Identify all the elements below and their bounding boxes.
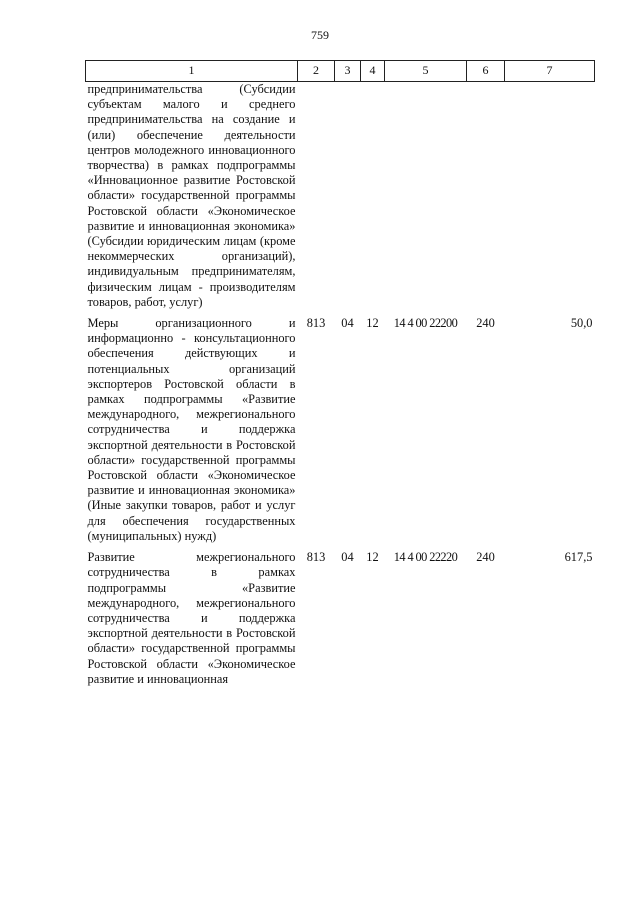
row-subsection-code: 12	[366, 550, 379, 565]
column-header-2: 2	[298, 61, 335, 82]
row-expense-type: 240	[476, 316, 495, 331]
row-target-article	[385, 82, 467, 317]
column-header-7: 7	[505, 61, 595, 82]
row-ministry-code	[298, 82, 335, 317]
table-row	[86, 550, 595, 693]
row-section-code: 04	[341, 316, 354, 331]
header-row	[86, 61, 595, 82]
row-amount	[505, 82, 595, 317]
row-expense-type: 240	[476, 550, 495, 565]
row-target-article: 14 4 00 22220	[393, 550, 458, 565]
column-header-4: 4	[361, 61, 385, 82]
column-header-6: 6	[467, 61, 505, 82]
row-description: предпринимательства (Субсидии субъектам малого и среднего предпринимательства на создание и (или) обеспечение деятельности центров молодежного инновационного творчества) в рамках подпрограммы «Инновационное развитие Ростовской области» государственной программы Ростовской области «Экономическое развитие и инновационная экономика» (Субсидии юридическим лицам (кроме некоммерческих организаций), индивидуальным предпринимателям, физическим лицам - производителям товаров, работ, услуг)	[87, 82, 296, 309]
row-ministry-code: 813	[306, 316, 326, 331]
page-number: 759	[311, 28, 329, 42]
column-header-5: 5	[385, 61, 467, 82]
row-section-code	[335, 82, 361, 317]
row-section-code: 04	[341, 550, 354, 565]
budget-table	[85, 60, 595, 693]
column-header-3: 3	[335, 61, 361, 82]
row-amount: 50,0	[570, 316, 593, 331]
row-expense-type	[467, 82, 505, 317]
row-target-article: 14 4 00 22200	[393, 316, 458, 331]
row-description: Меры организационного и информационно - консультационного обеспечения действующих и потенциальных организаций экспортеров Ростовской области в рамках подпрограммы «Развитие международного, межрегионального сотрудничества и поддержка экспортной деятельности в Ростовской области» государственной программы Ростовской области «Экономическое развитие и инновационная экономика» (Иные закупки товаров, работ и услуг для обеспечения государственных (муниципальных) нужд)	[87, 316, 296, 543]
table-row	[86, 316, 595, 550]
row-subsection-code: 12	[366, 316, 379, 331]
row-description: Развитие межрегионального сотрудничества в рамках подпрограммы «Развитие международного, межрегионального сотрудничества и поддержка экспортной деятельности в Ростовской области» государственной программы Ростовской области «Экономическое развитие и инновационная	[87, 550, 296, 686]
row-amount: 617,5	[564, 550, 593, 565]
table-row	[86, 82, 595, 317]
column-header-1: 1	[86, 61, 298, 82]
row-subsection-code	[361, 82, 385, 317]
row-ministry-code: 813	[306, 550, 326, 565]
